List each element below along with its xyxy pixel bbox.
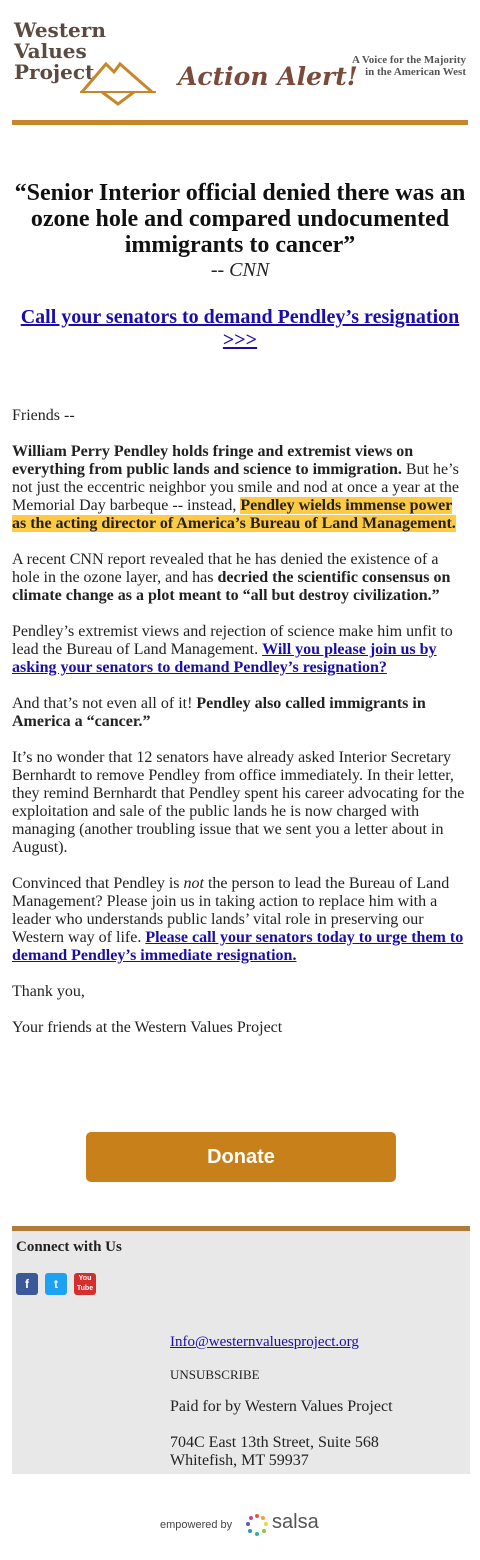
connect-heading: Connect with Us [16,1239,122,1255]
greeting: Friends -- [12,407,75,424]
p4-bold: Pendley also called immigrants in America a “cancer.” [12,695,426,730]
action-alert-title: Action Alert! [178,62,358,91]
salsa-brand: salsa [272,1511,319,1533]
p3-text: Pendley’s extremist views and rejection of science make him unfit to lead the Bureau of Land Management. [12,623,453,658]
p6-italic: not [183,875,204,892]
call-senators-today-link[interactable]: Please call your senators today to urge them to demand Pendley’s immediate resignation. [12,929,464,964]
p4-text: And that’s not even all of it! [12,695,197,712]
p1-highlight: Pendley wields immense power as the acting director of America’s Bureau of Land Management. [12,497,456,532]
address-line-1: 704C East 13th Street, Suite 568 [170,1434,379,1451]
cite-prefix: -- [210,259,230,281]
quote-citation [12,259,468,282]
headline-quote: “Senior Interior official denied there was an ozone hole and compared undocumented immigrants to cancer” [14,180,466,258]
social-links [16,1273,96,1295]
paid-for-by: Paid for by Western Values Project [170,1398,393,1415]
tagline-line-2: in the American West [365,66,466,78]
facebook-icon[interactable]: f [16,1273,38,1295]
signoff: Your friends at the Western Values Project [12,1019,283,1036]
p1-text: But he’s not just the eccentric neighbor you smile and nod at once a year at the Memorial Day barbeque -- instead, [12,461,459,514]
thanks: Thank you, [12,983,85,1000]
p6-text-a: Convinced that Pendley is [12,875,184,892]
call-senators-link[interactable]: Call your senators to demand Pendley’s resignation >>> [20,306,460,351]
p1-bold: William Perry Pendley holds fringe and extremist views on everything from public lands and science to immigration. [12,443,414,478]
powered-by-text: empowered by [160,1519,233,1531]
contact-email-link[interactable]: Info@westernvaluesproject.org [170,1334,359,1350]
cta-block [12,306,468,352]
paragraph-1 [12,443,466,533]
p2-text: A recent CNN report revealed that he has denied the existence of a hole in the ozone layer, and has [12,551,439,586]
powered-by-badge[interactable] [160,1510,330,1540]
logo-line-1: Western [14,18,106,42]
mailing-address [170,1434,379,1470]
youtube-icon[interactable] [74,1273,96,1295]
paragraph-3 [12,623,466,677]
footer [12,1226,470,1474]
logo-line-2: Values [14,39,87,63]
cite-source: CNN [229,259,270,281]
letter-body [12,407,466,1055]
tagline [352,54,466,78]
donate-button[interactable]: Donate [86,1132,396,1182]
paragraph-6 [12,875,466,965]
p2-bold: decried the scientific consensus on climate change as a plot meant to “all but destroy civilization.” [12,569,451,604]
paragraph-4 [12,695,466,731]
address-line-2: Whitefish, MT 59937 [170,1452,309,1469]
logo-line-3: Project [14,60,95,84]
youtube-glyph-line-1: You [78,1275,92,1282]
salsa-logo-icon [244,1512,270,1538]
paragraph-5: It’s no wonder that 12 senators have already asked Interior Secretary Bernhardt to remove Pendley from office immediately. In their letter, they remind Bernhardt that Pendley spent his career advocating for the exploitation and sale of the public lands he is now charged with managing (another troubling issue that we sent you a letter about in August). [12,749,465,856]
header-divider [12,120,468,125]
twitter-icon[interactable]: t [45,1273,67,1295]
tagline-line-1: A Voice for the Majority [351,54,466,66]
header [12,14,468,124]
join-us-link[interactable]: Will you please join us by asking your senators to demand Pendley’s resignation? [12,641,437,676]
p6-text-b: the person to lead the Bureau of Land Management? Please join us in taking action to replace him with a leader who understands public lands’ vital role in preserving our Western way of life. [12,875,450,946]
youtube-glyph-line-2: Tube [76,1285,94,1292]
mountain-logo-icon [80,58,156,108]
unsubscribe-link[interactable]: UNSUBSCRIBE [170,1367,260,1382]
paragraph-2 [12,551,466,605]
